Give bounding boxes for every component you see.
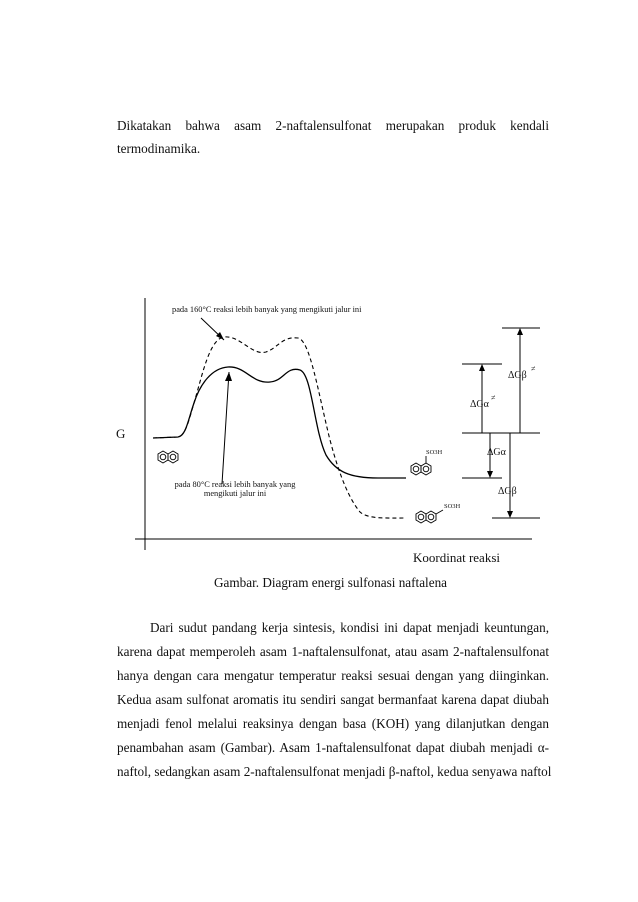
dg-beta-label: ΔGβ [498, 486, 517, 497]
dg-alpha-ts-label: ΔGα [470, 399, 489, 410]
ts-mark-beta: ≠ [531, 364, 536, 373]
naphthalene-structure [158, 451, 178, 463]
intro-line-2: termodinamika. [117, 141, 201, 156]
arrow-dg-alpha [487, 471, 493, 478]
dg-alpha-label: ΔGα [487, 447, 506, 458]
arrow-dg-alpha-ts [479, 364, 485, 371]
arrow-dg-beta [507, 511, 513, 518]
annotation-80c [160, 480, 310, 498]
y-axis-label: G [116, 426, 126, 441]
solid-energy-curve [153, 367, 406, 478]
ts-mark-alpha: ≠ [491, 393, 496, 402]
intro-line-1: Dikatakan bahwa asam 2-naftalensulfonat merupakan produk kendali [117, 118, 549, 133]
arrow-bottom-head [225, 372, 232, 381]
alpha-product-structure [411, 456, 431, 475]
annotation-80c-line-1: pada 80°C reaksi lebih banyak yang [174, 480, 296, 489]
x-axis-label: Koordinat reaksi [413, 550, 501, 565]
body-line-4: Kedua asam sulfonat aromatis itu sendiri sangat bermanfaat karena dapat diubah [117, 692, 549, 707]
dg-beta-ts-label: ΔGβ [508, 370, 527, 381]
so3h-label-beta: SO3H [444, 503, 461, 510]
figure-caption: Gambar. Diagram energi sulfonasi naftalena [214, 575, 448, 590]
arrow-bottom-annotation [222, 372, 229, 484]
so3h-label-alpha: SO3H [426, 449, 443, 456]
body-line-2: karena dapat memperoleh asam 1-naftalensulfonat, atau asam 2-naftalensulfonat [117, 644, 549, 659]
body-line-7: naftol, sedangkan asam 2-naftalensulfonat menjadi β-naftol, kedua senyawa naftol [117, 764, 552, 779]
annotation-80c-line-2: mengikuti jalur ini [203, 489, 267, 498]
annotation-160c: pada 160°C reaksi lebih banyak yang mengikuti jalur ini [172, 305, 362, 314]
arrow-dg-beta-ts [517, 328, 523, 335]
body-line-5: menjadi fenol melalui reaksinya dengan basa (KOH) yang dilanjutkan dengan [117, 716, 549, 731]
body-line-3: hanya dengan cara mengatur temperatur reaksi sesuai dengan yang diinginkan. [117, 668, 549, 683]
body-line-1: Dari sudut pandang kerja sintesis, kondisi ini dapat menjadi keuntungan, [150, 620, 549, 635]
beta-product-structure [416, 510, 443, 523]
body-line-6: penambahan asam (Gambar). Asam 1-naftalensulfonat dapat diubah menjadi α- [117, 740, 549, 755]
